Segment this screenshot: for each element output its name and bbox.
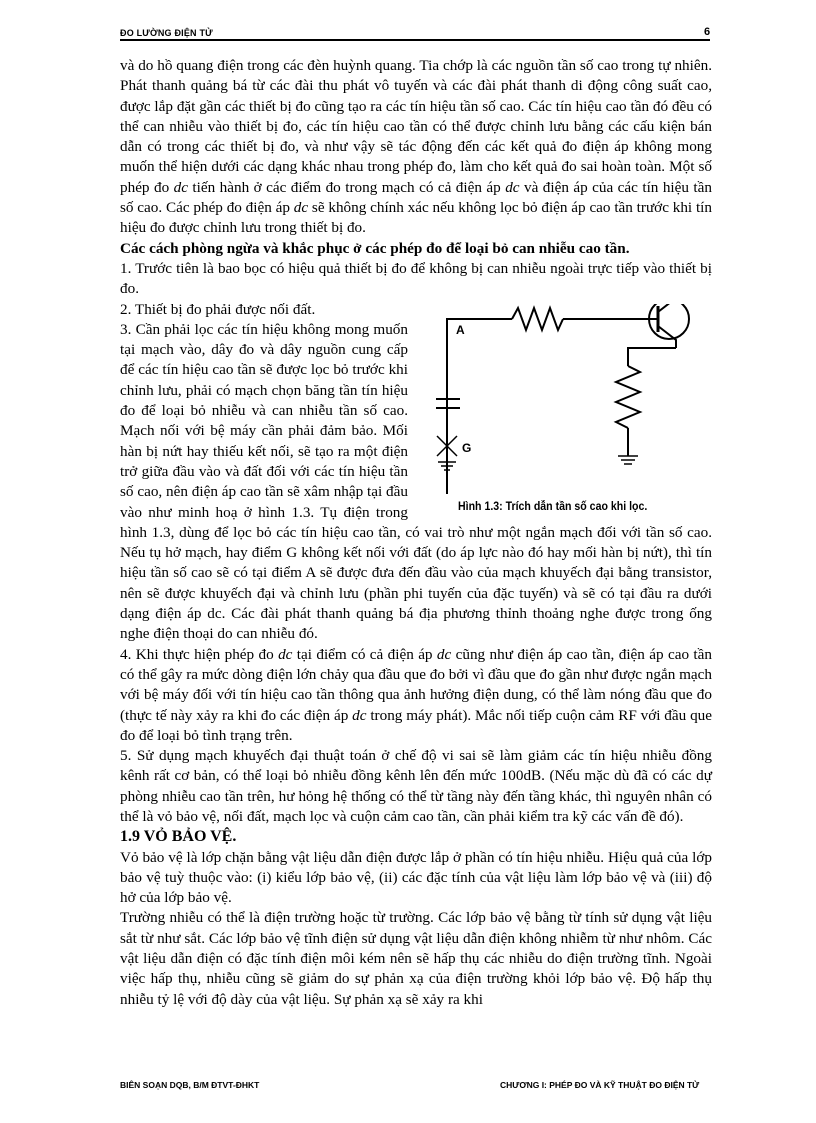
paragraph-shield-definition: Vỏ bảo vệ là lớp chặn bằng vật liệu dẫn điện được lắp ở phần có tín hiệu nhiễu. Hiệu quả của lớp bảo vệ tuỳ thuộc vào: (i) kiểu lớp bảo vệ, (ii) các đặc tính của vật liệu làm lớp bảo vệ và (iii) độ hở của lớp bảo vệ. [120,848,712,907]
footer-chapter: CHƯƠNG I: PHÉP ĐO VÀ KỸ THUẬT ĐO ĐIỆN TỬ [500,1080,700,1090]
page-number: 6 [704,26,711,38]
list-item-2: 2. Thiết bị đo phải được nối đất. [120,300,316,318]
wire-input [447,319,512,494]
transistor-collector [658,304,676,312]
wire-emitter [628,348,676,366]
header-title: ĐO LƯỜNG ĐIỆN TỬ [120,28,213,38]
label-a: A [456,322,465,337]
label-g: G [462,440,472,455]
series-resistor [512,308,563,330]
ground-symbol-emitter [618,456,638,464]
footer-author: BIÊN SOẠN DQB, B/M ĐTVT-ĐHKT [120,1080,260,1090]
figure-caption: Hình 1.3: Trích dẫn tần số cao khi lọc. [458,500,648,513]
header-rule [120,39,710,41]
paragraph-field-types: Trường nhiễu có thể là điện trường hoặc từ trường. Các lớp bảo vệ bằng từ tính sử dụng vật liệu sắt từ như sắt. Các lớp bảo vệ tĩnh điện sử dụng vật liệu dẫn điện không nhiễm từ như nhôm. Các vật liệu dẫn điện có đặc tính điện môi kém nên sẽ hấp thụ các nhiễu do điện trường tĩnh. Ngoài việc hấp thụ, nhiễu cũng sẽ giảm do sự phản xạ của điện trường khỏi lớp bảo vệ. Độ hấp thụ nhiễu tỷ lệ với độ dày của vật liệu. Sự phản xạ sẽ xảy ra khi [120,909,712,1008]
emitter-resistor [616,366,640,428]
list-item-3: 3. Cần phải lọc các tín hiệu không mong muốn tại mạch vào, dây đo và dây nguồn cung cấp để các tín hiệu cao tần sẽ được lọc bỏ trước khi chỉnh lưu, phải có mạch chọn băng tần tín hiệu đo để loại bỏ nhiễu và can nhiễu tần số cao. Mạch nối với bệ máy cần phải đảm bảo. Mối hàn bị nứt hay thiếu kết nối, sẽ tạo ra một điện trở giữa đầu vào và đất đối với các tín hiệu tần số cao, nên điện áp cao tần sẽ xâm nhập tại đầu vào như minh hoạ ở hình 1.3. Tụ điện trong hình 1.3, dùng để lọc bỏ các tín hiệu cao tần, có vai trò như một ngắn mạch đối với tần số cao. Nếu tụ hở mạch, hay điểm G không kết nối với đất (do áp lực nào đó hay mối hàn bị nứt), thì tín hiệu tần số cao sẽ có tại điểm A sẽ được đưa đến đầu vào của mạch khuyếch đại bằng transistor, nên sẽ được khuyếch đại và chỉnh lưu (phần phi tuyến của đặc tuyến) và sẽ có tại đầu ra dưới dạng điện áp dc. Các đài phát thanh quảng bá địa phương thỉnh thoảng nghe được trong ống nghe điện thoại do can nhiễu đó. [120,320,712,643]
list-item-5: 5. Sử dụng mạch khuyếch đại thuật toán ở chế độ vi sai sẽ làm giảm các tín hiệu nhiễu đồng kênh rất cơ bản, có thể loại bỏ nhiễu đồng kênh lên đến mức 100dB. (Nếu mặc dù đã có các dự phòng nhiễu cao tần trên, hư hỏng hệ thống có thể từ tầng này đến tầng khác, thì nguyên nhân có thể là vỏ bảo vệ, nối đất, mạch lọc và cuộn cảm cao tần, cần phải kiểm tra kỹ các vấn đề đó). [120,747,712,825]
figure-1-3 [422,304,712,516]
list-item-4: 4. Khi thực hiện phép đo dc tại điểm có cả điện áp dc cũng như điện áp cao tần, điện áp cao tần có thể gây ra mức dòng điện lớn chảy qua đầu que đo bởi vì đầu que đo gần như được ngắn mạch với bệ máy đối với tín hiệu cao tần thông qua ảnh hưởng điện dung, có thể làm nóng đầu que đo (thực tế này xảy ra khi đo các điện áp dc trong máy phát). Mắc nối tiếp cuộn cảm RF với đầu que đo để loại bỏ tình trạng trên. [120,645,713,744]
heading-precautions: Các cách phòng ngừa và khắc phục ở các phép đo để loại bỏ can nhiễu cao tần. [120,239,630,257]
document-body [120,56,712,1010]
list-item-1: 1. Trước tiên là bao bọc có hiệu quả thiết bị đo để không bị can nhiễu ngoài trực tiếp vào thiết bị đo. [120,259,712,298]
section-heading-1-9: 1.9 VỎ BẢO VỆ. [120,828,237,846]
circuit-diagram [422,304,712,494]
paragraph-intro: và do hồ quang điện trong các đèn huỳnh quang. Tia chớp là các nguồn tần số cao trong tự nhiên. Phát thanh quảng bá từ các đài thu phát vô tuyến và các đài phát thanh di động công suất cao, được lắp đặt gần các thiết bị đo cũng tạo ra các tín hiệu tần số cao. Các tín hiệu cao tần đó đều có thể can nhiễu vào thiết bị đo, các tín hiệu cao tần có thể được chỉnh lưu bằng các cấu kiện bán dẫn có trong các thiết bị đo, và như vậy sẽ tác động đến các kết quả đo điện áp không mong muốn thể hiện dưới các dạng khác nhau trong phép đo, làm cho kết quả đo sai hoàn toàn. Một số phép đo dc tiến hành ở các điểm đo trong mạch có cả điện áp dc và điện áp của các tín hiệu tần số cao. Các phép đo điện áp dc sẽ không chính xác nếu không lọc bỏ điện áp cao tần trước khi tín hiệu đo được chỉnh lưu trong thiết bị đo. [120,57,712,237]
